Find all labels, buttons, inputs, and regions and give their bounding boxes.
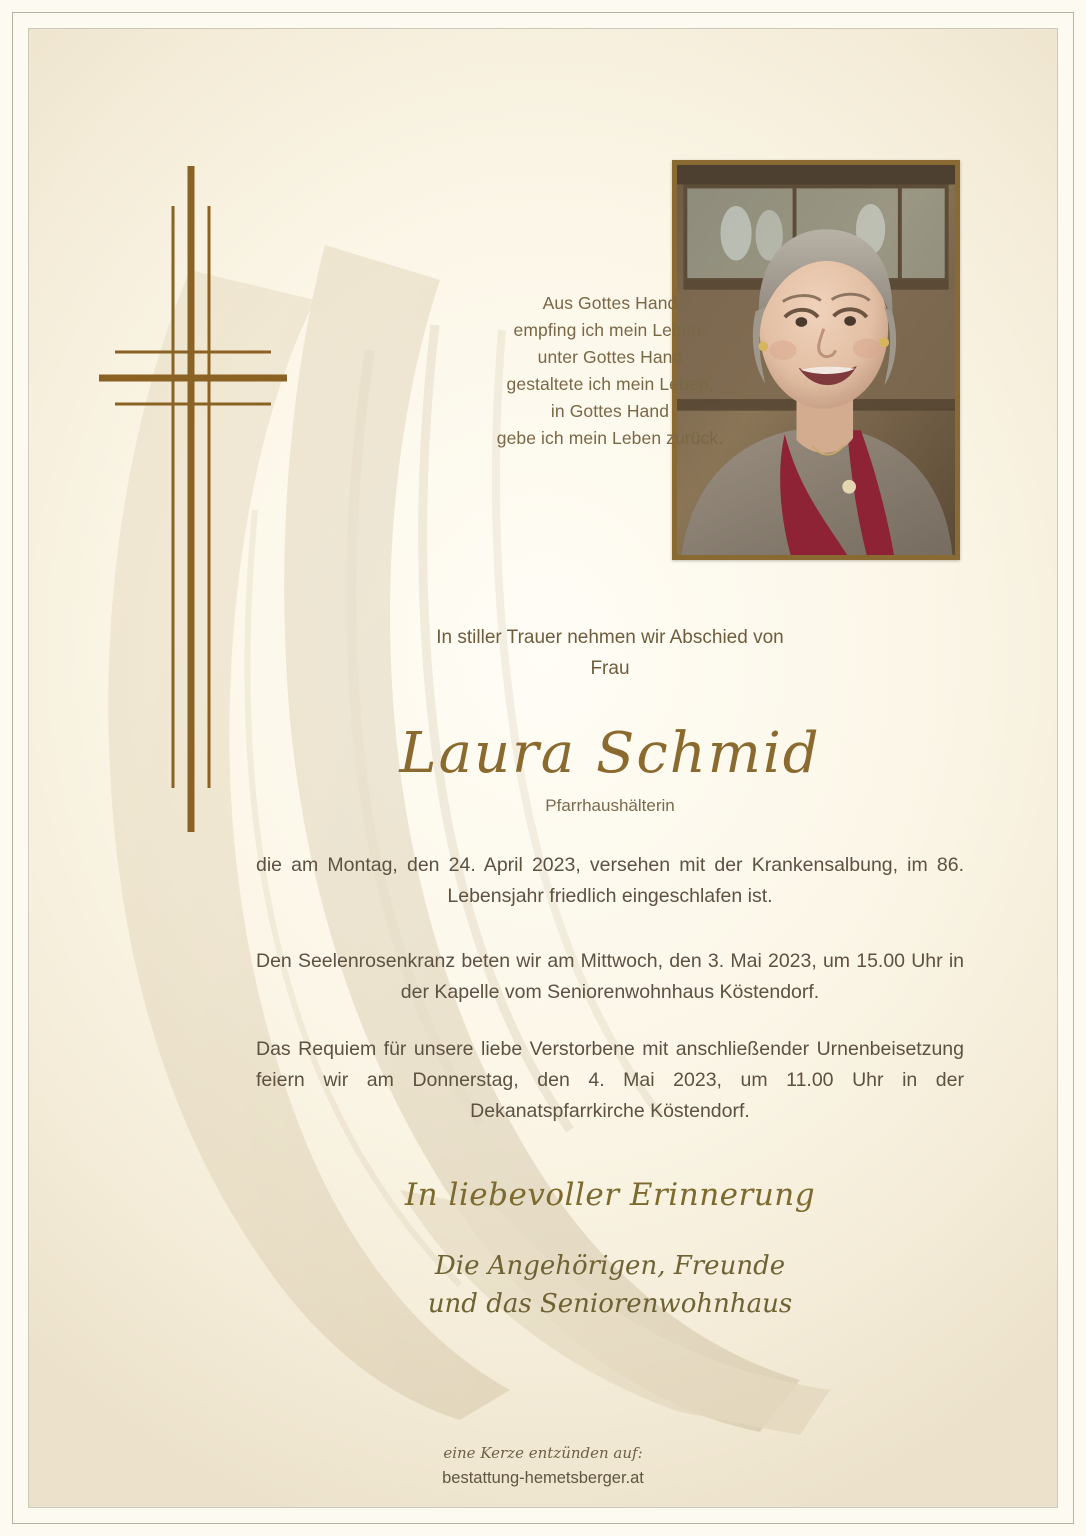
deceased-role: Pfarrhaushälterin [545, 796, 675, 815]
farewell-intro-line2: Frau [590, 658, 630, 679]
memory-line: In liebevoller Erinnerung [404, 1177, 816, 1213]
requiem-details: Das Requiem für unsere liebe Verstorbene mit anschließender Urnenbeisetzung feiern wir am Donnerstag, den 4. Mai 2023, um 11.00 Uhr in der Dekanatspfarrkirche Köstendorf. [256, 1038, 964, 1122]
verse-line: unter Gottes Hand [537, 347, 683, 367]
verse-line: in Gottes Hand [550, 401, 670, 421]
rosary-details: Den Seelenrosenkranz beten wir am Mittwoch, den 3. Mai 2023, um 15.00 Uhr in der Kapelle vom Seniorenwohnhaus Köstendorf. [256, 950, 964, 1003]
verse-line: gestaltete ich mein Leben, [506, 374, 714, 394]
death-details: die am Montag, den 24. April 2023, versehen mit der Krankensalbung, im 86. Lebensjahr friedlich eingeschlafen ist. [256, 854, 964, 907]
family-signature-line1: Die Angehörigen, Freunde [434, 1251, 786, 1281]
verse-line: gebe ich mein Leben zurück. [496, 428, 724, 448]
farewell-intro-line1: In stiller Trauer nehmen wir Abschied von [436, 627, 784, 648]
family-signature-line2: und das Seniorenwohnhaus [427, 1289, 793, 1319]
verse-line: empfing ich mein Leben, [513, 320, 707, 340]
verse-line: Aus Gottes Hand [542, 293, 678, 313]
funeral-home-website[interactable]: bestattung-hemetsberger.at [442, 1469, 644, 1487]
deceased-name: Laura Schmid [399, 721, 821, 786]
candle-invite-text: eine Kerze entzünden auf: [443, 1444, 643, 1462]
inner-border [28, 28, 1058, 1508]
